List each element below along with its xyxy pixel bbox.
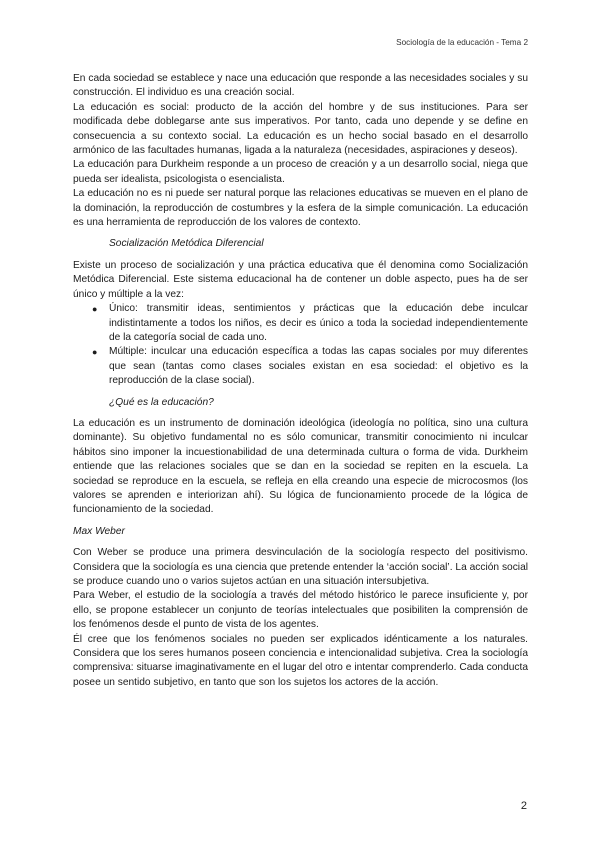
list-item [92,345,528,388]
bullet-list [73,302,528,388]
page-number: 2 [520,800,527,812]
paragraph: En cada sociedad se establece y nace una educación que responde a las necesidades sociales y su construcción. El individuo es una creación social. [73,73,528,99]
paragraph: La educación es un instrumento de dominación ideológica (ideología no política, sino una cultura dominante). Su objetivo fundamental no es sólo comunicar, transmitir conocimiento ni inculcar hábitos sino imponer la incuestionabilidad de una determinada cultura o forma de vida. Durkheim entiende que las relaciones sociales que se dan en la sociedad se repiten en la escuela. La sociedad se reproduce en la escuela, se refleja en ella creando una especie de microcosmos (los valores se aprenden e interiorizan ahí). Su lógica de funcionamiento procede de la lógica de funcionamiento de la sociedad. [73,417,528,516]
paragraph: Con Weber se produce una primera desvinculación de la sociología respecto del positivismo. Considera que la sociología es una ciencia que pretende entender la ‘acción social’. La acción social se produce cuando uno o varios sujetos actúan en una situación intersubjetiva. [73,547,528,587]
bullet-icon: ● [92,347,98,358]
list-item-text: Múltiple: inculcar una educación específica a todas las capas sociales por muy diferentes que sean (tantas como clases sociales existan en esa sociedad: el objetivo es la reproducción de la clase social). [109,346,528,387]
paragraph: La educación no es ni puede ser natural porque las relaciones educativas se mueven en el plano de la dominación, la reproducción de costumbres y la esfera de la simple comunicación. La educación es una herramienta de reproducción de los valores de contexto. [73,188,528,229]
document-body [73,72,528,690]
section-heading-max-weber: Max Weber [73,525,125,537]
section-heading-que-es-educacion: ¿Qué es la educación? [109,396,214,408]
list-item [92,302,528,345]
section-heading-socializacion: Socialización Metódica Diferencial [109,238,264,250]
paragraph: La educación es social: producto de la acción del hombre y de sus instituciones. Para ser modificada debe doblegarse ante sus imperativos. Por tanto, cada uno depende y se define en consecuencia a su contexto social. La educación es un hecho social basado en el desarrollo armónico de las facultades humanas, ligada a la naturaleza (necesidades, aspiraciones y deseos). [73,101,528,157]
paragraph: Existe un proceso de socialización y una práctica educativa que él denomina como Socialización Metódica Diferencial. Este sistema educacional ha de contener un doble aspecto, pues ha de ser único y múltiple a la vez: [73,259,528,300]
running-header: Sociología de la educación - Tema 2 [396,38,528,47]
paragraph: Él cree que los fenómenos sociales no pueden ser explicados idénticamente a los naturales. Considera que los seres humanos poseen conciencia e intencionalidad subjetiva. Crea la sociología comprensiva: situarse imaginativamente en el lugar del otro e intentar comprenderlo. Cada conducta posee un sentido subjetivo, en tanto que son los sujetos los actores de la acción. [73,633,528,688]
paragraph: La educación para Durkheim responde a un proceso de creación y a un desarrollo social, niega que pueda ser idealista, psicologista o esencialista. [73,159,528,185]
paragraph: Para Weber, el estudio de la sociología a través del método histórico le parece insuficiente y, por ello, se propone establecer un conjunto de teorías intelectuales que posibiliten la comprensión de los fenómenos desde el punto de vista de los agentes. [73,590,528,631]
list-item-text: Único: transmitir ideas, sentimientos y prácticas que la educación debe inculcar indistintamente a todos los niños, es decir es único a toda la sociedad independientemente de la categoría social de cada uno. [109,303,528,343]
bullet-icon: ● [92,304,98,315]
